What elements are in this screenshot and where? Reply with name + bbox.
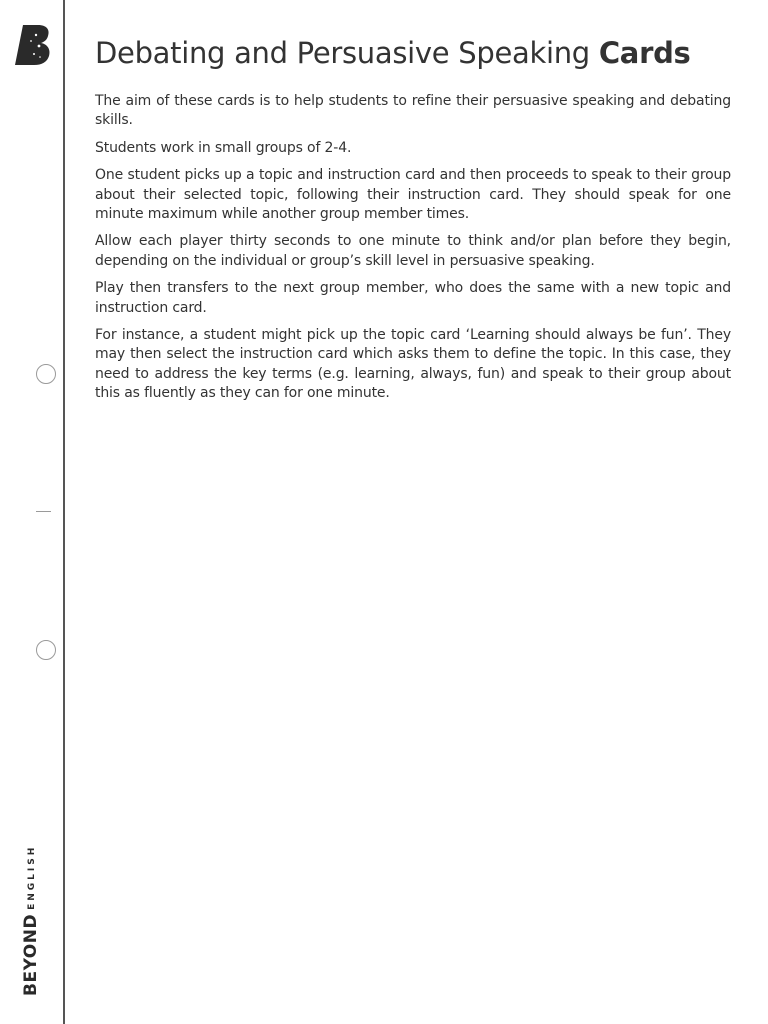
main-content <box>95 32 731 412</box>
paragraph-group-size: Students work in small groups of 2-4. <box>95 139 352 156</box>
center-fold-mark <box>36 511 51 512</box>
title-regular: Debating and Persuasive Speaking <box>95 36 590 70</box>
paragraph-aim: The aim of these cards is to help students to refine their persuasive speaking and debating skills. <box>95 93 731 129</box>
title-bold: Cards <box>598 36 691 70</box>
paragraph-turn-transfer: Play then transfers to the next group member, who does the same with a new topic and instruction card. <box>95 280 731 316</box>
paragraph-procedure: One student picks up a topic and instruction card and then proceeds to speak to their group about their selected topic, following their instruction card. They should speak for one minute maximum while another group member times. <box>95 167 731 223</box>
binder-hole-bottom <box>36 640 56 660</box>
margin-rule <box>63 0 65 1024</box>
page-title <box>95 32 731 74</box>
brand-wordmark <box>21 845 41 996</box>
binder-hole-top <box>36 364 56 384</box>
brand-name: BEYOND <box>21 913 41 996</box>
paragraph-planning-time: Allow each player thirty seconds to one minute to think and/or plan before they begin, depending on the individual or group’s skill level in persuasive speaking. <box>95 233 731 269</box>
brand-subtitle: ENGLISH <box>27 844 37 910</box>
paragraph-example: For instance, a student might pick up the topic card ‘Learning should always be fun’. They may then select the instruction card which asks them to define the topic. In this case, they need to address the key terms (e.g. learning, always, fun) and speak to their group about this as fluently as they can for one minute. <box>95 327 731 402</box>
beyond-b-logo-icon <box>14 24 52 66</box>
